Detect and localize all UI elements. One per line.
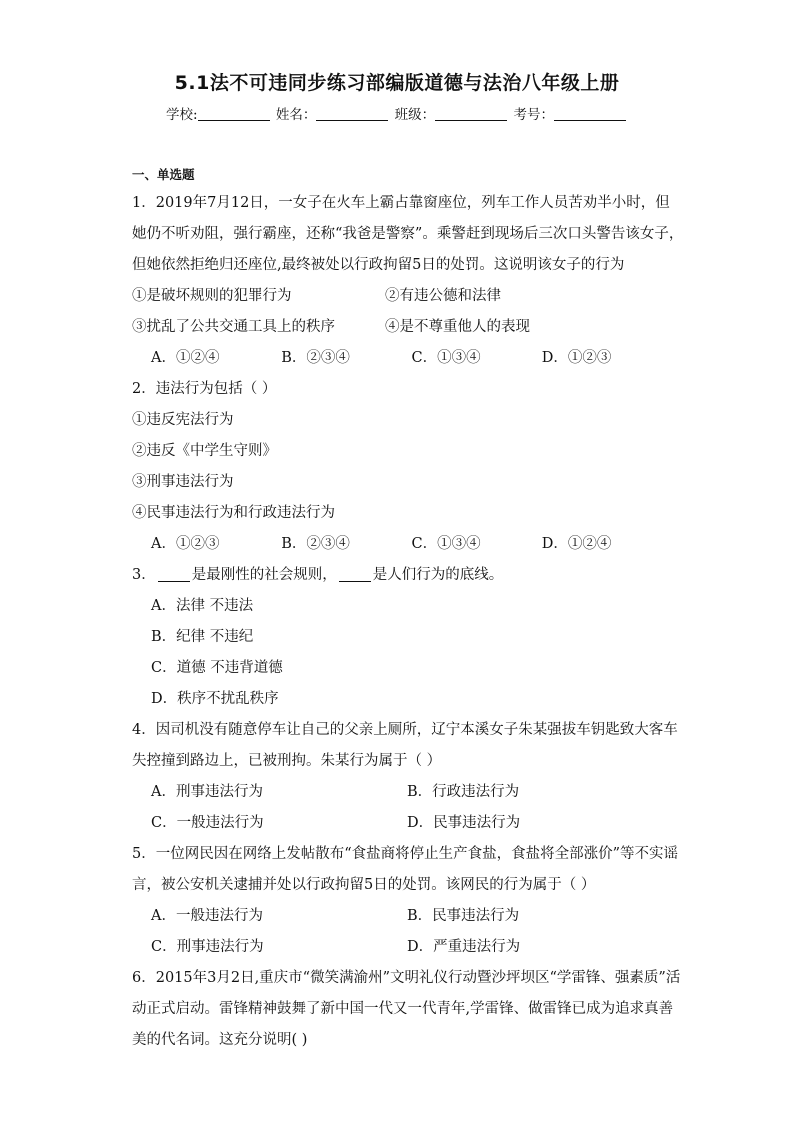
q4-option-a[interactable]: A．刑事违法行为 <box>151 784 263 800</box>
questions-body <box>132 188 684 1056</box>
q2-option-c[interactable]: C．①③④ <box>411 536 481 552</box>
name-label: 姓名： <box>275 107 317 123</box>
q2-option-a[interactable]: A．①②③ <box>151 536 220 552</box>
q2-stem: 2．违法行为包括（ ） <box>132 381 277 397</box>
q3-option-a[interactable]: A．法律 不违法 <box>151 598 254 614</box>
q4-option-c[interactable]: C．一般违法行为 <box>151 815 264 831</box>
name-blank[interactable] <box>316 106 388 121</box>
q2-statement-3: ③刑事违法行为 <box>132 474 234 490</box>
exam-number-label: 考号： <box>513 107 554 123</box>
class-label: 班级： <box>394 107 436 123</box>
student-info-row <box>0 103 794 123</box>
q1-options <box>132 343 672 374</box>
q4-stem-line: 失控撞到路边上，已被刑拘。朱某行为属于（ ） <box>132 753 442 769</box>
q1-statement-2: ②有违公德和法律 <box>385 288 501 304</box>
q5-option-a[interactable]: A．一般违法行为 <box>151 908 263 924</box>
q6-stem-line: 6．2015年3月2日,重庆市“微笑满渝州”文明礼仪行动暨沙坪坝区“学雷锋、强素质”活 <box>132 970 681 986</box>
q1-stem-line: 她仍不听劝阻，强行霸座，还称“我爸是警察”。乘警赶到现场后三次口头警告该女子， <box>132 226 684 242</box>
q2-statement-1: ①违反宪法行为 <box>132 412 234 428</box>
q6-stem-line: 动正式启动。雷锋精神鼓舞了新中国一代又一代青年,学雷锋、做雷锋已成为追求真善 <box>132 1001 674 1017</box>
q2-statement-4: ④民事违法行为和行政违法行为 <box>132 505 335 521</box>
q1-stem-line: 1．2019年7月12日，一女子在火车上霸占靠窗座位，列车工作人员苦劝半小时，但 <box>132 195 670 211</box>
q1-option-c[interactable]: C．①③④ <box>411 350 481 366</box>
q3-option-c[interactable]: C．道德 不违背道德 <box>151 660 283 676</box>
q5-option-b[interactable]: B．民事违法行为 <box>407 908 520 924</box>
q5-stem-line: 5．一位网民因在网络上发帖散布“食盐商将停止生产食盐，食盐将全部涨价”等不实谣 <box>132 846 679 862</box>
q3-option-d[interactable]: D．秩序不扰乱秩序 <box>151 691 279 707</box>
school-blank[interactable] <box>198 106 270 121</box>
q4-options-row <box>132 808 672 839</box>
q3-stem <box>132 560 672 591</box>
q2-option-d[interactable]: D．①②④ <box>541 536 612 552</box>
section-title: 一、单选题 <box>132 167 195 182</box>
q4-stem-line: 4．因司机没有随意停车让自己的父亲上厕所，辽宁本溪女子朱某强拔车钥匙致大客车 <box>132 722 678 738</box>
q3-prefix: 3． <box>132 567 156 583</box>
q1-statement-3: ③扰乱了公共交通工具上的秩序 <box>132 319 335 335</box>
q4-option-d[interactable]: D．民事违法行为 <box>407 815 521 831</box>
q1-option-d[interactable]: D．①②③ <box>541 350 612 366</box>
q1-option-a[interactable]: A．①②④ <box>151 350 220 366</box>
exam-number-blank[interactable] <box>554 106 626 121</box>
q5-options-row <box>132 901 672 932</box>
q5-option-c[interactable]: C．刑事违法行为 <box>151 939 264 955</box>
q2-option-b[interactable]: B．②③④ <box>281 536 350 552</box>
q3-blank-1[interactable] <box>158 566 190 582</box>
q1-option-b[interactable]: B．②③④ <box>281 350 350 366</box>
q1-statements-row <box>132 281 672 312</box>
q4-options-row <box>132 777 672 808</box>
school-label: 学校: <box>166 107 198 123</box>
q1-statement-4: ④是不尊重他人的表现 <box>385 319 530 335</box>
q5-stem-line: 言，被公安机关逮捕并处以行政拘留5日的处罚。该网民的行为属于（ ） <box>132 877 596 893</box>
q3-option-b[interactable]: B．纪律 不违纪 <box>151 629 254 645</box>
class-blank[interactable] <box>435 106 507 121</box>
q2-options <box>132 529 672 560</box>
q3-blank-2[interactable] <box>339 566 371 582</box>
q2-statement-2: ②违反《中学生守则》 <box>132 443 277 459</box>
q5-options-row <box>132 932 672 963</box>
q1-statements-row <box>132 312 672 343</box>
q4-option-b[interactable]: B．行政违法行为 <box>407 784 520 800</box>
q1-stem-line: 但她依然拒绝归还座位,最终被处以行政拘留5日的处罚。这说明该女子的行为 <box>132 257 625 273</box>
q3-suffix: 是人们行为的底线。 <box>372 567 504 583</box>
document-title: 5.1法不可违同步练习部编版道德与法治八年级上册 <box>174 72 620 94</box>
q1-statement-1: ①是破坏规则的犯罪行为 <box>132 288 292 304</box>
q6-stem-line: 美的代名词。这充分说明( ) <box>132 1032 308 1048</box>
q3-mid: 是最刚性的社会规则， <box>191 567 337 583</box>
q5-option-d[interactable]: D．严重违法行为 <box>407 939 521 955</box>
